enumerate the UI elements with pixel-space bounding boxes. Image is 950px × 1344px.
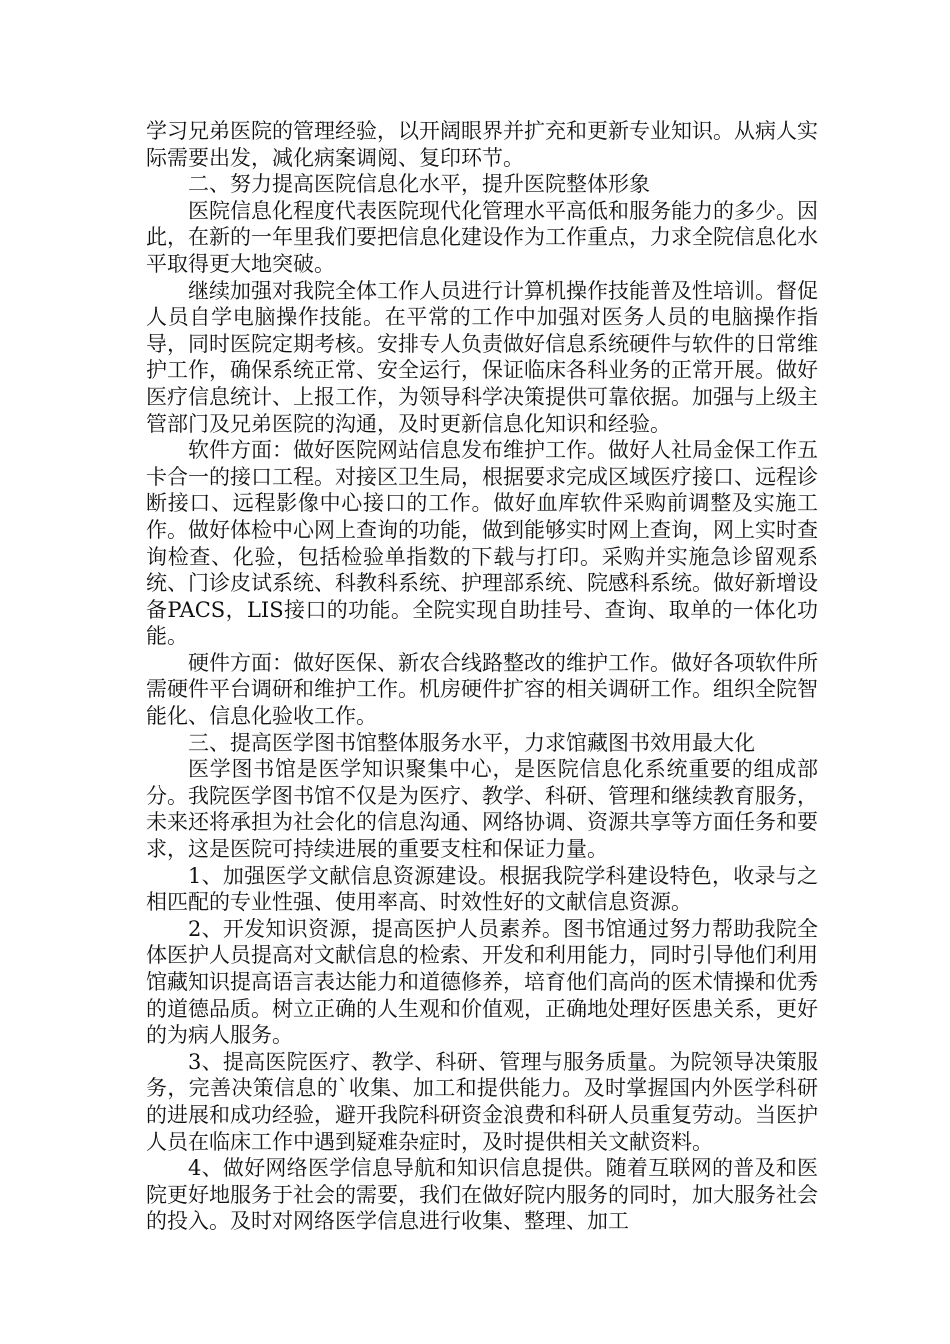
list-item: 1、加强医学文献信息资源建设。根据我院学科建设特色，收录与之相匹配的专业性强、使用率高、时效性好的文献信息资源。 xyxy=(146,863,818,915)
list-item: 4、做好网络医学信息导航和知识信息提供。随着互联网的普及和医院更好地服务于社会的需要，我们在做好院内服务的同时，加大服务社会的投入。及时对网络医学信息进行收集、整理、加工 xyxy=(146,1156,818,1234)
section-heading-2: 二、努力提高医院信息化水平，提升医院整体形象 xyxy=(188,172,650,197)
paragraph: 医院信息化程度代表医院现代化管理水平高低和服务能力的多少。因此，在新的一年里我们要把信息化建设作为工作重点，力求全院信息化水平取得更大地突破。 xyxy=(146,198,818,276)
section-heading-3: 三、提高医学图书馆整体服务水平，力求馆藏图书效用最大化 xyxy=(188,730,755,755)
list-item: 2、开发知识资源，提高医护人员素养。图书馆通过努力帮助我院全体医护人员提高对文献信息的检索、开发和利用能力，同时引导他们利用馆藏知识提高语言表达能力和道德修养，培育他们高尚的医术情操和优秀的道德品质。树立正确的人生观和价值观，正确地处理好医患关系，更好的为病人服务。 xyxy=(146,916,818,1048)
paragraph-hardware: 硬件方面：做好医保、新农合线路整改的维护工作。做好各项软件所需硬件平台调研和维护工作。机房硬件扩容的相关调研工作。组织全院智能化、信息化验收工作。 xyxy=(146,650,818,729)
paragraph-continuation: 学习兄弟医院的管理经验，以开阔眼界并扩充和更新专业知识。从病人实际需要出发，减化病案调阅、复印环节。 xyxy=(146,119,818,170)
paragraph: 继续加强对我院全体工作人员进行计算机操作技能普及性培训。督促人员自学电脑操作技能。在平常的工作中加强对医务人员的电脑操作指导，同时医院定期考核。安排专人负责做好信息系统硬件与软件的日常维护工作，确保系统正常、安全运行，保证临床各科业务的正常开展。做好医疗信息统计、上报工作，为领导科学决策提供可靠依据。加强与上级主管部门及兄弟医院的沟通，及时更新信息化知识和经验。 xyxy=(146,278,818,436)
paragraph-software: 软件方面：做好医院网站信息发布维护工作。做好人社局金保工作五卡合一的接口工程。对接区卫生局，根据要求完成区域医疗接口、远程诊断接口、远程影像中心接口的工作。做好血库软件采购前调整及实施工作。做好体检中心网上查询的功能，做到能够实时网上查询，网上实时查询检查、化验，包括检验单指数的下载与打印。采购并实施急诊留观系统、门诊皮试系统、科教科系统、护理部系统、院感科系统。做好新增设备PACS，LIS接口的功能。全院实现自助挂号、查询、取单的一体化功能。 xyxy=(146,438,818,649)
list-item: 3、提高医院医疗、教学、科研、管理与服务质量。为院领导决策服务，完善决策信息的`收集、加工和提供能力。及时掌握国内外医学科研的进展和成功经验，避开我院科研资金浪费和科研人员重复劳动。当医护人员在临床工作中遇到疑难杂症时，及时提供相关文献资料。 xyxy=(146,1049,818,1154)
paragraph: 医学图书馆是医学知识聚集中心，是医院信息化系统重要的组成部分。我院医学图书馆不仅是为医疗、教学、科研、管理和继续教育服务，未来还将承担为社会化的信息沟通、网络协调、资源共享等方面任务和要求，这是医院可持续进展的重要支柱和保证力量。 xyxy=(146,757,818,862)
document-body xyxy=(146,118,818,1235)
